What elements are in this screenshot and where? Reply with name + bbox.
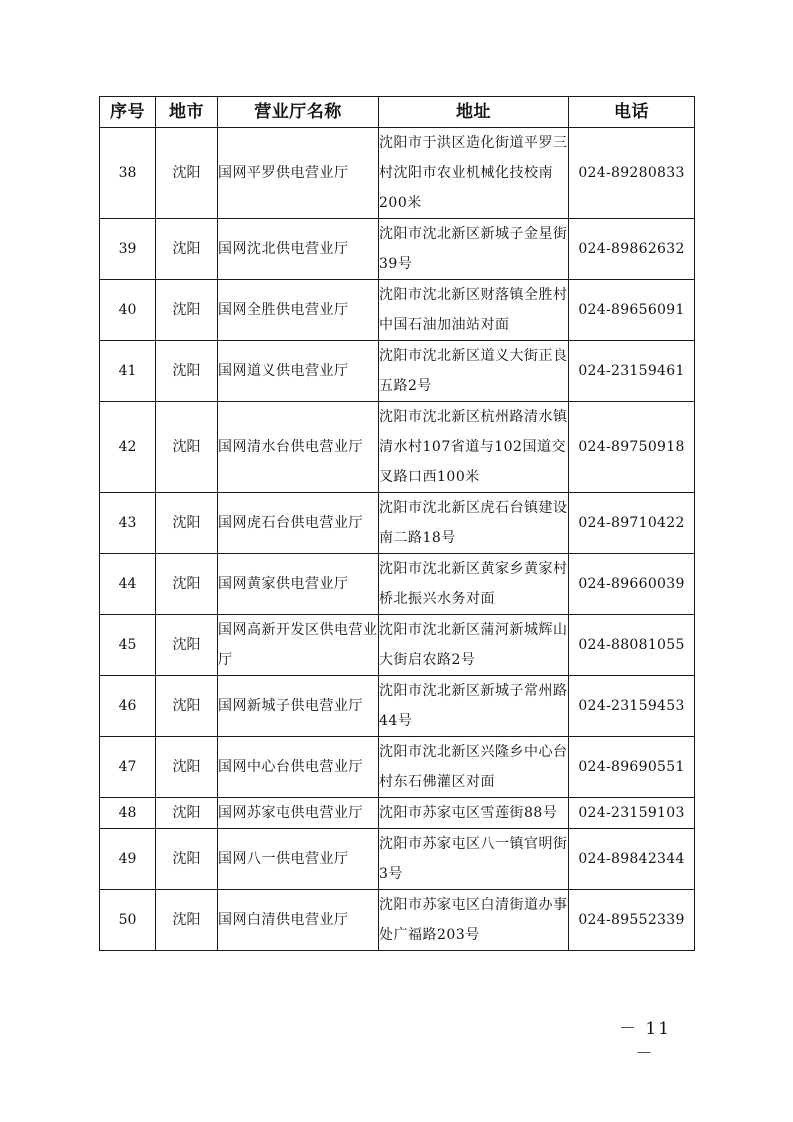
table-body bbox=[100, 128, 695, 951]
cell-city: 沈阳 bbox=[156, 829, 218, 890]
cell-hall-name: 国网沈北供电营业厅 bbox=[218, 219, 379, 280]
cell-city: 沈阳 bbox=[156, 341, 218, 402]
cell-hall-name: 国网全胜供电营业厅 bbox=[218, 280, 379, 341]
cell-city: 沈阳 bbox=[156, 128, 218, 219]
header-hall-name: 营业厅名称 bbox=[218, 97, 379, 128]
cell-no: 41 bbox=[100, 341, 156, 402]
cell-hall-name: 国网道义供电营业厅 bbox=[218, 341, 379, 402]
page-number: － 11 － bbox=[618, 1019, 672, 1064]
cell-address: 沈阳市沈北新区兴隆乡中心台村东石佛灌区对面 bbox=[379, 737, 569, 798]
cell-hall-name: 国网清水台供电营业厅 bbox=[218, 402, 379, 493]
header-city: 地市 bbox=[156, 97, 218, 128]
cell-city: 沈阳 bbox=[156, 676, 218, 737]
table-row bbox=[100, 219, 695, 280]
cell-city: 沈阳 bbox=[156, 615, 218, 676]
cell-no: 38 bbox=[100, 128, 156, 219]
cell-address: 沈阳市沈北新区黄家乡黄家村桥北振兴水务对面 bbox=[379, 554, 569, 615]
cell-no: 43 bbox=[100, 493, 156, 554]
cell-phone: 024-89842344 bbox=[569, 829, 695, 890]
cell-phone: 024-89710422 bbox=[569, 493, 695, 554]
cell-hall-name: 国网新城子供电营业厅 bbox=[218, 676, 379, 737]
cell-address: 沈阳市沈北新区财落镇全胜村中国石油加油站对面 bbox=[379, 280, 569, 341]
cell-no: 50 bbox=[100, 890, 156, 951]
cell-no: 47 bbox=[100, 737, 156, 798]
cell-no: 40 bbox=[100, 280, 156, 341]
cell-city: 沈阳 bbox=[156, 554, 218, 615]
table-row bbox=[100, 798, 695, 829]
cell-phone: 024-89690551 bbox=[569, 737, 695, 798]
cell-no: 45 bbox=[100, 615, 156, 676]
cell-city: 沈阳 bbox=[156, 402, 218, 493]
cell-address: 沈阳市于洪区造化街道平罗三村沈阳市农业机械化技校南200米 bbox=[379, 128, 569, 219]
cell-hall-name: 国网平罗供电营业厅 bbox=[218, 128, 379, 219]
table-row bbox=[100, 615, 695, 676]
header-no: 序号 bbox=[100, 97, 156, 128]
table-header-row bbox=[100, 97, 695, 128]
cell-phone: 024-23159103 bbox=[569, 798, 695, 829]
cell-phone: 024-88081055 bbox=[569, 615, 695, 676]
cell-no: 44 bbox=[100, 554, 156, 615]
cell-address: 沈阳市苏家屯区白清街道办事处广福路203号 bbox=[379, 890, 569, 951]
cell-phone: 024-89660039 bbox=[569, 554, 695, 615]
cell-address: 沈阳市沈北新区虎石台镇建设南二路18号 bbox=[379, 493, 569, 554]
table-row bbox=[100, 341, 695, 402]
cell-no: 42 bbox=[100, 402, 156, 493]
cell-address: 沈阳市沈北新区蒲河新城辉山大街启农路2号 bbox=[379, 615, 569, 676]
cell-phone: 024-89750918 bbox=[569, 402, 695, 493]
cell-address: 沈阳市沈北新区道义大街正良五路2号 bbox=[379, 341, 569, 402]
header-phone: 电话 bbox=[569, 97, 695, 128]
cell-phone: 024-89280833 bbox=[569, 128, 695, 219]
cell-phone: 024-89656091 bbox=[569, 280, 695, 341]
cell-no: 49 bbox=[100, 829, 156, 890]
cell-city: 沈阳 bbox=[156, 737, 218, 798]
cell-no: 48 bbox=[100, 798, 156, 829]
table-row bbox=[100, 676, 695, 737]
table-row bbox=[100, 128, 695, 219]
cell-hall-name: 国网白清供电营业厅 bbox=[218, 890, 379, 951]
cell-address: 沈阳市沈北新区新城子常州路44号 bbox=[379, 676, 569, 737]
cell-hall-name: 国网苏家屯供电营业厅 bbox=[218, 798, 379, 829]
cell-city: 沈阳 bbox=[156, 798, 218, 829]
cell-address: 沈阳市沈北新区新城子金星街39号 bbox=[379, 219, 569, 280]
table-row bbox=[100, 554, 695, 615]
cell-hall-name: 国网八一供电营业厅 bbox=[218, 829, 379, 890]
cell-city: 沈阳 bbox=[156, 493, 218, 554]
cell-address: 沈阳市苏家屯区雪莲街88号 bbox=[379, 798, 569, 829]
cell-address: 沈阳市沈北新区杭州路清水镇清水村107省道与102国道交叉路口西100米 bbox=[379, 402, 569, 493]
table-row bbox=[100, 402, 695, 493]
table-row bbox=[100, 493, 695, 554]
cell-city: 沈阳 bbox=[156, 890, 218, 951]
cell-hall-name: 国网高新开发区供电营业厅 bbox=[218, 615, 379, 676]
cell-city: 沈阳 bbox=[156, 280, 218, 341]
cell-phone: 024-89552339 bbox=[569, 890, 695, 951]
cell-phone: 024-23159453 bbox=[569, 676, 695, 737]
cell-phone: 024-89862632 bbox=[569, 219, 695, 280]
cell-hall-name: 国网黄家供电营业厅 bbox=[218, 554, 379, 615]
cell-no: 39 bbox=[100, 219, 156, 280]
service-hall-table bbox=[99, 96, 695, 951]
table-row bbox=[100, 890, 695, 951]
cell-hall-name: 国网虎石台供电营业厅 bbox=[218, 493, 379, 554]
table-row bbox=[100, 737, 695, 798]
cell-phone: 024-23159461 bbox=[569, 341, 695, 402]
header-address: 地址 bbox=[379, 97, 569, 128]
cell-hall-name: 国网中心台供电营业厅 bbox=[218, 737, 379, 798]
cell-city: 沈阳 bbox=[156, 219, 218, 280]
table-row bbox=[100, 829, 695, 890]
cell-no: 46 bbox=[100, 676, 156, 737]
table-row bbox=[100, 280, 695, 341]
cell-address: 沈阳市苏家屯区八一镇官明街3号 bbox=[379, 829, 569, 890]
